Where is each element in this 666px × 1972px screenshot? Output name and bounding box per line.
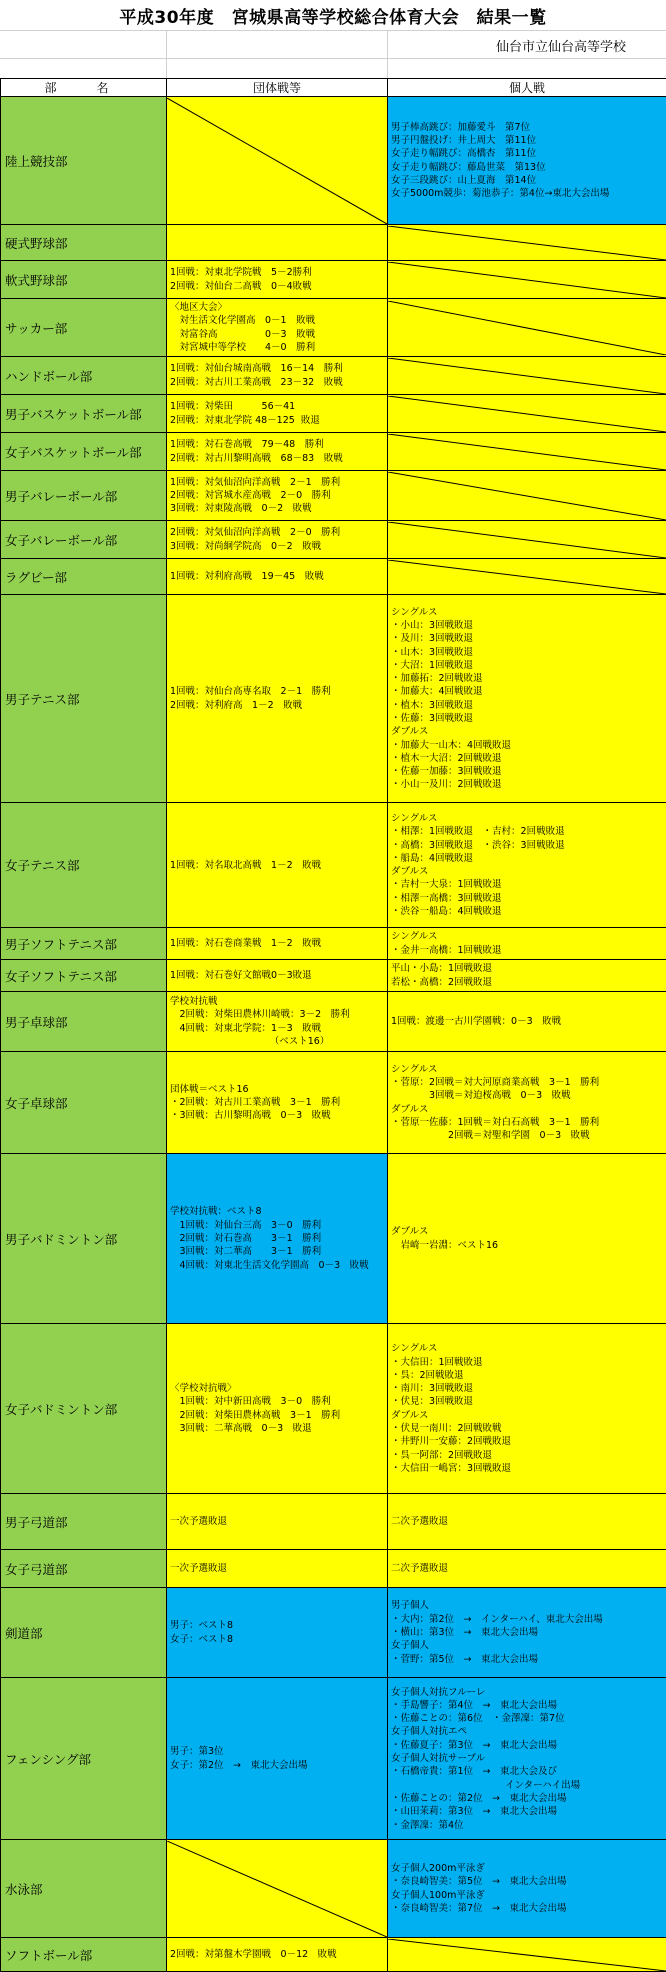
club-name: 女子卓球部 xyxy=(1,1052,167,1154)
individual-result-line: ・高橋：3回戦敗退 ・渋谷：3回戦敗退 xyxy=(391,839,663,852)
school-row xyxy=(0,30,666,59)
team-result-line: 1回戦：対石巻好文館戦0－3敗退 xyxy=(170,969,384,982)
team-results-cell xyxy=(167,1494,388,1550)
individual-result-line: 女子個人 xyxy=(391,1639,663,1652)
club-name: 男子バスケットボール部 xyxy=(1,395,167,433)
team-result-line: 学校対抗戦：ベスト8 xyxy=(170,1205,384,1218)
individual-results-cell xyxy=(388,960,666,992)
team-result-line: 男子：ベスト8 xyxy=(170,1619,384,1632)
individual-results-cell xyxy=(388,225,666,261)
results-table xyxy=(0,78,666,1972)
individual-result-line: ・相澤：1回戦敗退 ・吉村：2回戦敗退 xyxy=(391,825,663,838)
individual-result-line: 二次予選敗退 xyxy=(391,1562,663,1575)
club-name: 男子ソフトテニス部 xyxy=(1,928,167,960)
table-row xyxy=(1,559,666,595)
individual-result-line: ダブルス xyxy=(391,1225,663,1238)
diagonal-strike-icon xyxy=(388,301,666,355)
team-results-cell xyxy=(167,1154,388,1324)
club-name: 水泳部 xyxy=(1,1840,167,1938)
table-row xyxy=(1,225,666,261)
team-results-cell xyxy=(167,433,388,471)
club-name: サッカー部 xyxy=(1,299,167,357)
diagonal-strike-icon xyxy=(167,98,387,224)
individual-result-line: ・佐藤ことの：第2位 → 東北大会出場 xyxy=(391,1792,663,1805)
individual-results-cell xyxy=(388,1938,666,1972)
individual-result-line: ・呉：2回戦敗退 xyxy=(391,1369,663,1382)
team-results-cell xyxy=(167,1588,388,1678)
individual-result-line: ・金澤凜：第4位 xyxy=(391,1819,663,1832)
table-row xyxy=(1,521,666,559)
team-results-cell xyxy=(167,471,388,521)
individual-result-line: ・及川：3回戦敗退 xyxy=(391,632,663,645)
club-name: 男子バドミントン部 xyxy=(1,1154,167,1324)
club-name: 陸上競技部 xyxy=(1,97,167,225)
team-result-line: 一次予選敗退 xyxy=(170,1562,384,1575)
individual-results-cell xyxy=(388,992,666,1052)
team-result-line: 2回戦：対第盤木学園戦 0－12 敗戦 xyxy=(170,1948,384,1961)
club-name: 男子テニス部 xyxy=(1,595,167,803)
individual-result-line: シングルス xyxy=(391,1063,663,1076)
individual-result-line: ・菅野：第5位 → 東北大会出場 xyxy=(391,1653,663,1666)
table-row xyxy=(1,1494,666,1550)
individual-result-line: シングルス xyxy=(391,1342,663,1355)
individual-result-line: ・植木一大沼：2回戦敗退 xyxy=(391,752,663,765)
individual-result-line: ・大信田一嶋宮：3回戦敗退 xyxy=(391,1462,663,1475)
individual-result-line: 1回戦：渡邊一古川学園戦：0－3 敗戦 xyxy=(391,1015,663,1028)
individual-result-line: ・佐藤夏子：第3位 → 東北大会出場 xyxy=(391,1739,663,1752)
individual-result-line: ・佐藤ことの：第6位 ・金澤凜：第7位 xyxy=(391,1712,663,1725)
team-result-line: 1回戦：対石巻商業戦 1－2 敗戦 xyxy=(170,937,384,950)
table-row xyxy=(1,1840,666,1938)
club-name: 剣道部 xyxy=(1,1588,167,1678)
individual-result-line: ・菅原一佐藤：1回戦＝対白石高戦 3－1 勝利 xyxy=(391,1116,663,1129)
table-row xyxy=(1,1678,666,1840)
club-name: 女子バドミントン部 xyxy=(1,1324,167,1494)
individual-result-line: 二次予選敗退 xyxy=(391,1515,663,1528)
team-results-cell xyxy=(167,521,388,559)
team-result-line: 団体戦＝ベスト16 xyxy=(170,1083,384,1096)
header-club: 部 名 xyxy=(1,79,167,97)
individual-result-line: ・加藤大一山木：4回戦敗退 xyxy=(391,739,663,752)
individual-result-line: 女子三段跳び：山上夏海 第14位 xyxy=(391,174,663,187)
club-name: 男子弓道部 xyxy=(1,1494,167,1550)
team-result-line: 1回戦：対柴田 56－41 xyxy=(170,400,384,413)
individual-result-line: 若松・高橋：2回戦敗退 xyxy=(391,976,663,989)
diagonal-strike-icon xyxy=(388,434,666,470)
individual-results-cell xyxy=(388,1678,666,1840)
team-results-cell xyxy=(167,928,388,960)
individual-result-line: 女子個人200m平泳ぎ xyxy=(391,1862,663,1875)
individual-results-cell xyxy=(388,595,666,803)
club-name: 男子卓球部 xyxy=(1,992,167,1052)
team-result-line: 3回戦：対尚絅学院高 0－2 敗戦 xyxy=(170,540,384,553)
table-row xyxy=(1,433,666,471)
individual-result-line: シングルス xyxy=(391,812,663,825)
individual-result-line: 男子棒高跳び：加藤愛斗 第7位 xyxy=(391,121,663,134)
table-row xyxy=(1,1324,666,1494)
individual-results-cell xyxy=(388,1550,666,1588)
individual-result-line: ・加藤拓：2回戦敗退 xyxy=(391,672,663,685)
team-results-cell xyxy=(167,1550,388,1588)
grid-line xyxy=(387,30,388,80)
individual-result-line: 男子円盤投げ：井上周大 第11位 xyxy=(391,134,663,147)
team-result-line: 2回戦：対柴田農林高戦 3－1 勝利 xyxy=(170,1409,384,1422)
page-title: 平成30年度 宮城県高等学校総合体育大会 結果一覧 xyxy=(0,3,666,28)
individual-result-line: ・奈良崎智美：第5位 → 東北大会出場 xyxy=(391,1875,663,1888)
team-result-line: 2回戦：対利府高 1－2 敗戦 xyxy=(170,699,384,712)
diagonal-strike-icon xyxy=(167,1841,387,1937)
individual-results-cell xyxy=(388,1494,666,1550)
team-result-line: 2回戦：対柴田農林川崎戦：3－2 勝利 xyxy=(170,1008,384,1021)
individual-result-line: ・小山：3回戦敗退 xyxy=(391,619,663,632)
individual-results-cell xyxy=(388,97,666,225)
team-results-cell xyxy=(167,1324,388,1494)
individual-results-cell xyxy=(388,299,666,357)
individual-result-line: ・呉一阿部：2回戦敗退 xyxy=(391,1449,663,1462)
team-results-cell xyxy=(167,357,388,395)
individual-results-cell xyxy=(388,357,666,395)
team-results-cell xyxy=(167,595,388,803)
individual-result-line: ・伏見：3回戦敗退 xyxy=(391,1395,663,1408)
club-name: 女子バスケットボール部 xyxy=(1,433,167,471)
team-results-cell xyxy=(167,395,388,433)
team-results-cell xyxy=(167,1052,388,1154)
individual-results-cell xyxy=(388,1324,666,1494)
team-result-line: 2回戦：対石巻高 3－1 勝利 xyxy=(170,1232,384,1245)
individual-result-line: 女子個人対抗フルーレ xyxy=(391,1686,663,1699)
individual-result-line: ダブルス xyxy=(391,865,663,878)
team-result-line: 2回戦：対気仙沼向洋高戦 2－0 勝利 xyxy=(170,526,384,539)
team-result-line: 男子：第3位 xyxy=(170,1745,384,1758)
team-results-cell xyxy=(167,1840,388,1938)
team-results-cell xyxy=(167,1678,388,1840)
table-row xyxy=(1,395,666,433)
table-row xyxy=(1,357,666,395)
individual-result-line: ・加藤大：4回戦敗退 xyxy=(391,685,663,698)
individual-result-line: ・佐藤：3回戦敗退 xyxy=(391,712,663,725)
individual-result-line: 女子個人100m平泳ぎ xyxy=(391,1889,663,1902)
individual-result-line: ・南川：3回戦敗退 xyxy=(391,1382,663,1395)
grid-line xyxy=(166,30,167,80)
title-row xyxy=(0,0,666,31)
team-result-line: ・2回戦：対古川工業高戦 3－1 勝利 xyxy=(170,1096,384,1109)
individual-result-line: ・手島響子：第4位 → 東北大会出場 xyxy=(391,1699,663,1712)
team-results-cell xyxy=(167,1938,388,1972)
table-row xyxy=(1,97,666,225)
table-row xyxy=(1,803,666,928)
individual-result-line: ダブルス xyxy=(391,1409,663,1422)
individual-result-line: ・山田茉莉：第3位 → 東北大会出場 xyxy=(391,1805,663,1818)
table-row xyxy=(1,1938,666,1972)
diagonal-strike-icon xyxy=(388,560,666,594)
team-results-cell xyxy=(167,97,388,225)
individual-result-line: ・大信田：1回戦敗退 xyxy=(391,1356,663,1369)
team-result-line: 〈学校対抗戦〉 xyxy=(170,1382,384,1395)
individual-result-line: シングルス xyxy=(391,606,663,619)
team-result-line: 1回戦：対仙台三高 3－0 勝利 xyxy=(170,1219,384,1232)
individual-result-line: 女子走り幅跳び：藤島世菜 第13位 xyxy=(391,161,663,174)
team-results-cell xyxy=(167,225,388,261)
team-result-line: 対宮城中等学校 4－0 勝利 xyxy=(170,341,384,354)
individual-result-line: 女子走り幅跳び：高橋杏 第11位 xyxy=(391,147,663,160)
table-row xyxy=(1,1550,666,1588)
table-row xyxy=(1,1588,666,1678)
club-name: ハンドボール部 xyxy=(1,357,167,395)
individual-results-cell xyxy=(388,1052,666,1154)
team-result-line: 1回戦：対東北学院戦 5－2勝利 xyxy=(170,266,384,279)
individual-result-line: 3回戦＝対迫桜高戦 0－3 敗戦 xyxy=(391,1089,663,1102)
team-result-line: 2回戦：対古川工業高戦 23－32 敗戦 xyxy=(170,376,384,389)
team-results-cell xyxy=(167,960,388,992)
individual-result-line: ・渋谷一船島：4回戦敗退 xyxy=(391,905,663,918)
team-result-line: （ベスト16） xyxy=(170,1035,384,1048)
header-row xyxy=(1,79,666,97)
individual-result-line: ・植木：3回戦敗退 xyxy=(391,699,663,712)
table-row xyxy=(1,960,666,992)
individual-result-line: ・奈良崎智美：第7位 → 東北大会出場 xyxy=(391,1902,663,1915)
header-individual: 個人戦 xyxy=(388,79,666,97)
individual-result-line: ・井野川一安藤：2回戦敗退 xyxy=(391,1435,663,1448)
team-result-line: 女子：第2位 → 東北大会出場 xyxy=(170,1759,384,1772)
individual-result-line: ・小山一及川：2回戦敗退 xyxy=(391,778,663,791)
individual-result-line: ・吉村一大泉：1回戦敗退 xyxy=(391,878,663,891)
team-result-line: 3回戦：対二華高 3－1 勝利 xyxy=(170,1245,384,1258)
team-results-cell xyxy=(167,261,388,299)
team-result-line: 1回戦：対石巻高戦 79－48 勝利 xyxy=(170,438,384,451)
individual-result-line: ・菅原：2回戦＝対大河原商業高戦 3－1 勝利 xyxy=(391,1076,663,1089)
team-result-line: 対富谷高 0－3 敗戦 xyxy=(170,328,384,341)
team-result-line: 1回戦：対利府高戦 19－45 敗戦 xyxy=(170,570,384,583)
team-result-line: 4回戦：対東北生活文化学園高 0－3 敗戦 xyxy=(170,1259,384,1272)
table-row xyxy=(1,1154,666,1324)
individual-result-line: ・相澤一高橋：3回戦敗退 xyxy=(391,892,663,905)
individual-result-line: インターハイ出場 xyxy=(391,1779,663,1792)
table-row xyxy=(1,261,666,299)
team-result-line: 女子：ベスト8 xyxy=(170,1633,384,1646)
individual-result-line: 平山・小島：1回戦敗退 xyxy=(391,962,663,975)
individual-result-line: ・石橋帝貴：第1位 → 東北大会及び xyxy=(391,1765,663,1778)
individual-results-cell xyxy=(388,521,666,559)
diagonal-strike-icon xyxy=(388,522,666,558)
school-name: 仙台市立仙台高等学校 xyxy=(496,36,626,55)
individual-results-cell xyxy=(388,1840,666,1938)
individual-result-line: ダブルス xyxy=(391,1103,663,1116)
club-name: 女子バレーボール部 xyxy=(1,521,167,559)
diagonal-strike-icon xyxy=(388,472,666,520)
team-result-line: 1回戦：対名取北高戦 1－2 敗戦 xyxy=(170,859,384,872)
individual-results-cell xyxy=(388,928,666,960)
individual-result-line: 女子5000m競歩：菊池恭子：第4位→東北大会出場 xyxy=(391,187,663,200)
individual-results-cell xyxy=(388,433,666,471)
individual-results-cell xyxy=(388,471,666,521)
table-row xyxy=(1,471,666,521)
individual-results-cell xyxy=(388,395,666,433)
team-result-line: 3回戦：二華高戦 0－3 敗退 xyxy=(170,1422,384,1435)
diagonal-strike-icon xyxy=(388,358,666,394)
individual-result-line: ・伏見一南川：2回戦敗戦 xyxy=(391,1422,663,1435)
team-result-line: 1回戦：対仙台高専名取 2－1 勝利 xyxy=(170,685,384,698)
team-result-line: 2回戦：対古川黎明高戦 68－83 敗戦 xyxy=(170,452,384,465)
team-result-line: ・3回戦：古川黎明高戦 0－3 敗戦 xyxy=(170,1109,384,1122)
team-result-line: 一次予選敗退 xyxy=(170,1515,384,1528)
team-results-cell xyxy=(167,559,388,595)
team-result-line: 2回戦：対仙台二高戦 0－4敗戦 xyxy=(170,280,384,293)
club-name: ソフトボール部 xyxy=(1,1938,167,1972)
table-row xyxy=(1,595,666,803)
team-result-line: 1回戦：対中新田高戦 3－0 勝利 xyxy=(170,1395,384,1408)
individual-result-line: ・山木：3回戦敗退 xyxy=(391,646,663,659)
individual-result-line: 女子個人対抗サーブル xyxy=(391,1752,663,1765)
club-name: 女子ソフトテニス部 xyxy=(1,960,167,992)
club-name: 女子テニス部 xyxy=(1,803,167,928)
team-result-line: 学校対抗戦 xyxy=(170,995,384,1008)
club-name: 男子バレーボール部 xyxy=(1,471,167,521)
individual-result-line: ダブルス xyxy=(391,725,663,738)
team-result-line: 1回戦：対気仙沼向洋高戦 2－1 勝利 xyxy=(170,476,384,489)
club-name: 軟式野球部 xyxy=(1,261,167,299)
club-name: ラグビー部 xyxy=(1,559,167,595)
team-results-cell xyxy=(167,992,388,1052)
club-name: 女子弓道部 xyxy=(1,1550,167,1588)
club-name: 硬式野球部 xyxy=(1,225,167,261)
team-result-line: 4回戦：対東北学院：1－3 敗戦 xyxy=(170,1022,384,1035)
table-row xyxy=(1,299,666,357)
individual-result-line: ・横山：第3位 → 東北大会出場 xyxy=(391,1626,663,1639)
individual-results-cell xyxy=(388,559,666,595)
diagonal-strike-icon xyxy=(388,262,666,298)
individual-results-cell xyxy=(388,803,666,928)
individual-result-line: ・船島：4回戦敗退 xyxy=(391,852,663,865)
individual-result-line: ・佐藤一加藤：3回戦敗退 xyxy=(391,765,663,778)
individual-result-line: 岩崎一岩淵：ベスト16 xyxy=(391,1239,663,1252)
team-result-line: 1回戦：対仙台城南高戦 16－14 勝利 xyxy=(170,362,384,375)
team-result-line: 2回戦：対東北学院 48－125 敗退 xyxy=(170,414,384,427)
diagonal-strike-icon xyxy=(388,1939,666,1971)
individual-result-line: 女子個人対抗エペ xyxy=(391,1725,663,1738)
table-row xyxy=(1,928,666,960)
header-team: 団体戦等 xyxy=(167,79,388,97)
diagonal-strike-icon xyxy=(388,226,666,260)
individual-result-line: 男子個人 xyxy=(391,1599,663,1612)
team-results-cell xyxy=(167,299,388,357)
individual-result-line: ・金井一高橋：1回戦敗退 xyxy=(391,944,663,957)
individual-result-line: 2回戦＝対聖和学園 0－3 敗戦 xyxy=(391,1129,663,1142)
table-row xyxy=(1,1052,666,1154)
team-result-line: 対生活文化学園高 0－1 敗戦 xyxy=(170,314,384,327)
team-results-cell xyxy=(167,803,388,928)
individual-results-cell xyxy=(388,1588,666,1678)
individual-results-cell xyxy=(388,1154,666,1324)
individual-result-line: シングルス xyxy=(391,930,663,943)
team-result-line: 2回戦：対宮城水産高戦 2－0 勝利 xyxy=(170,489,384,502)
diagonal-strike-icon xyxy=(388,396,666,432)
individual-result-line: ・大沼：1回戦敗退 xyxy=(391,659,663,672)
individual-result-line: ・大内：第2位 → インターハイ、東北大会出場 xyxy=(391,1613,663,1626)
club-name: フェンシング部 xyxy=(1,1678,167,1840)
table-row xyxy=(1,992,666,1052)
individual-results-cell xyxy=(388,261,666,299)
team-result-line: 3回戦：対東陵高戦 0－2 敗戦 xyxy=(170,502,384,515)
team-result-line: 〈地区大会〉 xyxy=(170,301,384,314)
